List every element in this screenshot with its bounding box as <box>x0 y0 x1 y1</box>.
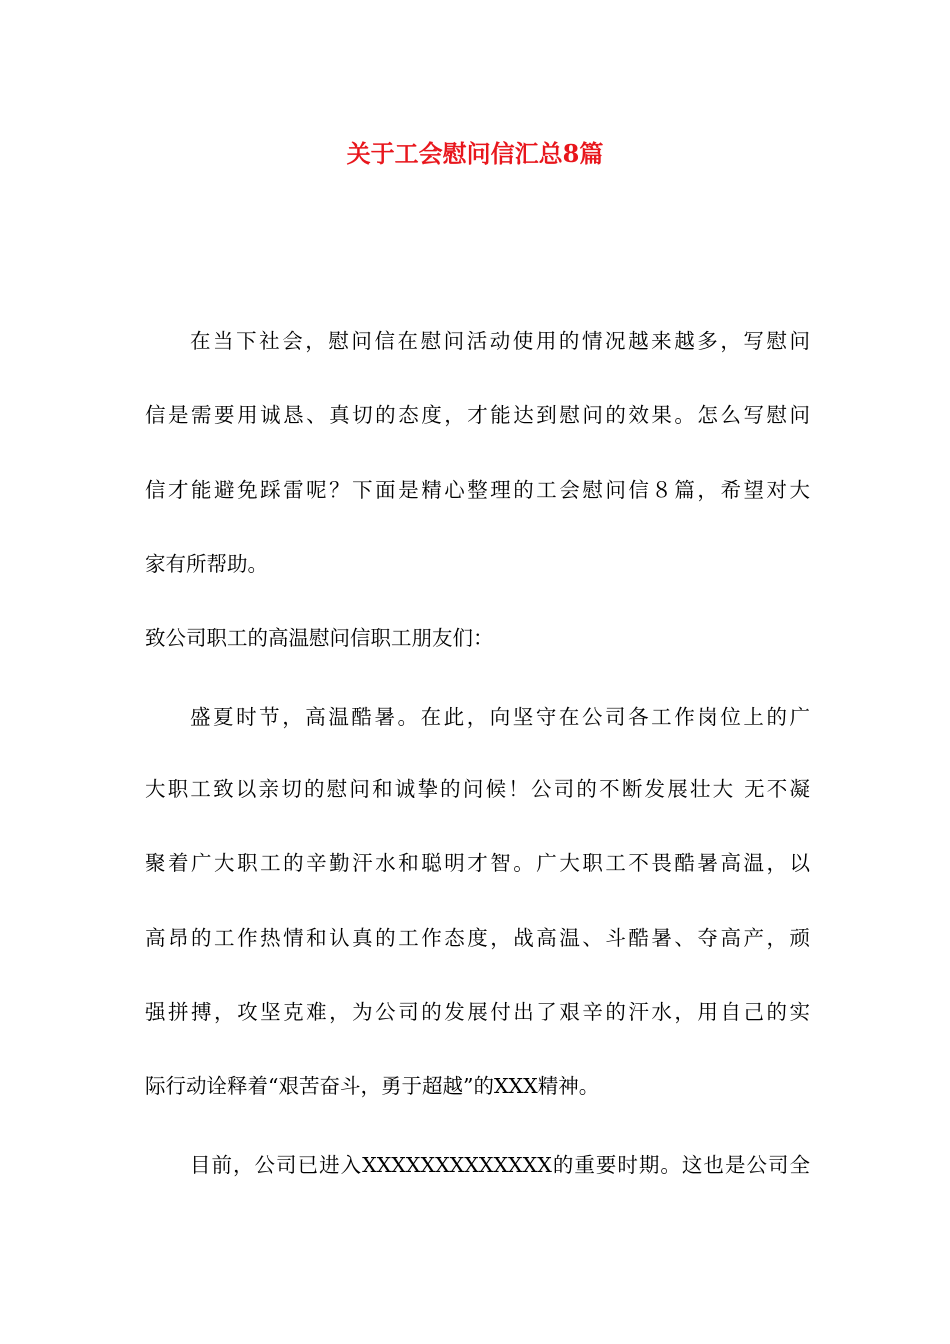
paragraph-line: 高昂的工作热情和认真的工作态度，战高温、斗酷暑、夺高产，顽 <box>145 926 810 950</box>
paragraph-line: 大职工致以亲切的慰问和诚挚的问候！公司的不断发展壮大 无不凝 <box>145 777 810 801</box>
paragraph-line: 聚着广大职工的辛勤汗水和聪明才智。广大职工不畏酷暑高温，以 <box>145 851 810 875</box>
paragraph-line: 强拼搏，攻坚克难，为公司的发展付出了艰辛的汗水，用自己的实 <box>145 1000 810 1024</box>
paragraph-line: 盛夏时节，高温酷暑。在此，向坚守在公司各工作岗位上的广 <box>190 705 810 729</box>
paragraph-line: 目前，公司已进入XXXXXXXXXXXXX的重要时期。这也是公司全 <box>190 1153 810 1177</box>
paragraph-line: 际行动诠释着“艰苦奋斗，勇于超越”的XXX精神。 <box>145 1074 600 1098</box>
paragraph-line: 家有所帮助。 <box>145 552 268 576</box>
document-title: 关于工会慰问信汇总8篇 <box>346 139 604 168</box>
paragraph-line: 在当下社会，慰问信在慰问活动使用的情况越来越多，写慰问 <box>190 329 810 353</box>
letter-heading: 致公司职工的高温慰问信职工朋友们： <box>145 626 494 650</box>
paragraph-line: 信是需要用诚恳、真切的态度，才能达到慰问的效果。怎么写慰问 <box>145 403 810 427</box>
paragraph-line: 信才能避免踩雷呢？下面是精心整理的工会慰问信８篇，希望对大 <box>145 478 810 502</box>
